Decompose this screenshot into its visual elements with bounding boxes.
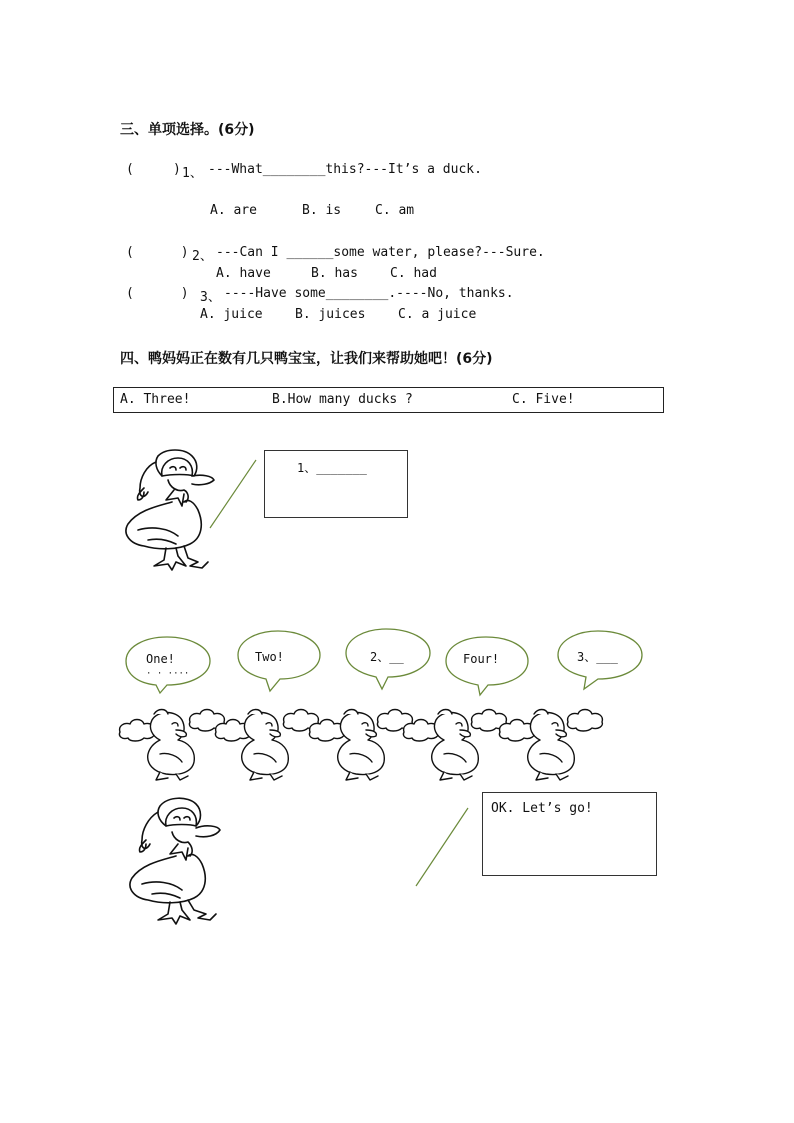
bubble-4-text: Four! [463, 652, 500, 666]
question-1-option-a: A. are [210, 203, 257, 218]
bubble-3-text[interactable]: 2、__ [370, 650, 404, 664]
question-1-paren[interactable]: ( ) [126, 162, 181, 177]
section3-heading: 三、单项选择。(6分) [120, 122, 255, 138]
question-2-paren[interactable]: ( ) [126, 245, 189, 260]
bubble-2-text: Two! [255, 650, 284, 664]
bubble-1-dots: · · ···· [146, 669, 190, 679]
choice-b: B.How many ducks ? [272, 392, 413, 407]
question-1-text: ---What________this?---It’s a duck. [208, 162, 482, 177]
question-2-number: 2、 [192, 249, 213, 264]
speech-box-top[interactable] [264, 450, 408, 518]
answer-blank-1: 1、_______ [297, 461, 367, 475]
question-3-text: ----Have some________.----No, thanks. [224, 286, 514, 301]
question-1-number: 1、 [182, 166, 203, 181]
question-2-option-b: B. has [311, 266, 358, 281]
question-3-option-c: C. a juice [398, 307, 477, 322]
mother-duck-top-image [118, 444, 218, 574]
speech-line-bottom [414, 806, 474, 896]
question-2-text: ---Can I ______some water, please?---Sure. [216, 245, 545, 260]
question-3-paren[interactable]: ( ) [126, 286, 189, 301]
ducklings-row-image [118, 700, 618, 780]
question-3-option-a: A. juice [200, 307, 263, 322]
bubble-1-text: One! [146, 652, 175, 666]
question-1-option-c: C. am [375, 203, 415, 218]
question-2-option-a: A. have [216, 266, 271, 281]
question-1-option-b: B. is [302, 203, 342, 218]
speech-box-bottom [482, 792, 657, 876]
question-2-option-c: C. had [390, 266, 437, 281]
bubble-4 [446, 637, 528, 695]
speech-line-top [208, 458, 268, 548]
bubble-5-text[interactable]: 3、___ [577, 650, 618, 664]
question-3-number: 3、 [200, 290, 221, 305]
choice-a: A. Three! [120, 392, 191, 407]
answer-choices-box [113, 387, 664, 413]
section4-heading: 四、鸭妈妈正在数有几只鸭宝宝，让我们来帮助她吧！(6分) [120, 351, 493, 367]
question-3-option-b: B. juices [295, 307, 366, 322]
speech-bottom-text: OK. Let’s go! [491, 801, 593, 816]
choice-c: C. Five! [512, 392, 575, 407]
mother-duck-bottom-image [124, 794, 224, 934]
